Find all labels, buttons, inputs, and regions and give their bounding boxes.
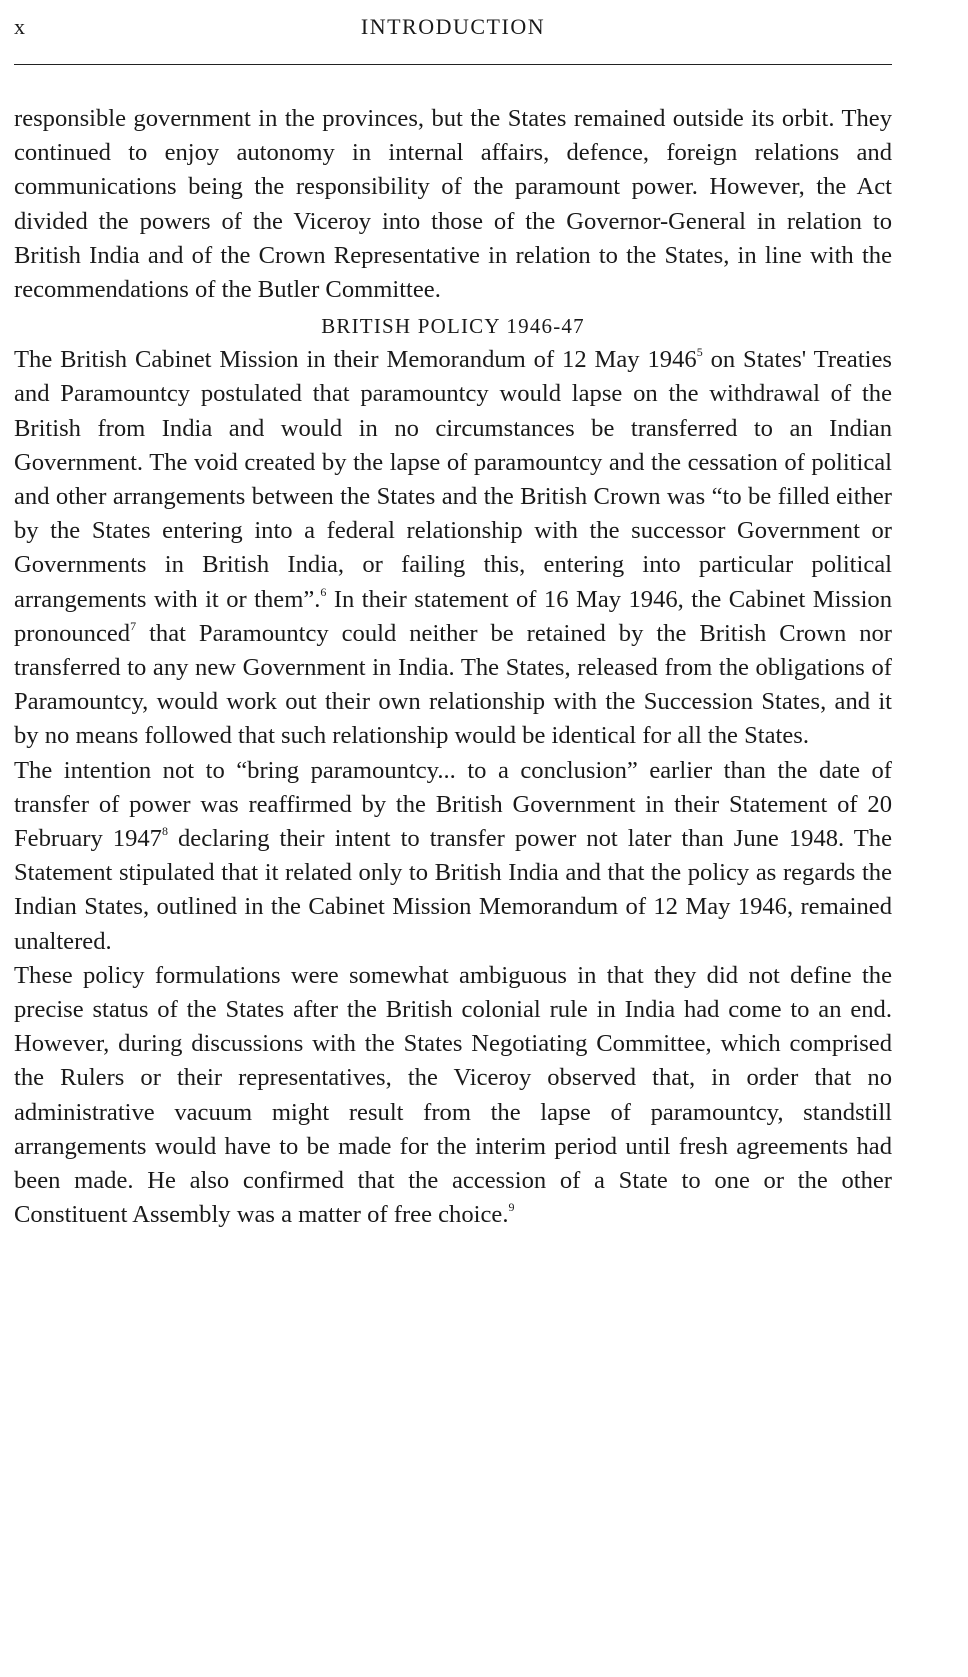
section-heading: BRITISH POLICY 1946-47: [321, 314, 585, 339]
paragraph-text: The British Cabinet Mission in their Memorandum of 12 May 1946: [14, 346, 697, 374]
page-number: x: [14, 14, 26, 39]
paragraph-text: In their statement of 16 May 1946, the Cabinet Mission pronounced: [14, 585, 892, 647]
footnote-ref-6: 6: [320, 584, 327, 599]
paragraph-continued: [14, 102, 892, 307]
paragraph-cabinet-mission: [14, 343, 892, 753]
paragraph-policy-formulations: [14, 959, 892, 1233]
book-page: [14, 0, 892, 1229]
paragraph-text: that Paramountcy could neither be retained by the British Crown nor transferred to any new Government in India. The States, released from the obligations of Paramountcy, would work out their own relationship with the Succession States, and it by no means followed that such relationship would be identical for all the States.: [14, 619, 892, 750]
body-text: [14, 102, 892, 1233]
header-rule: [14, 64, 892, 65]
paragraph-text: responsible government in the provinces, but the States remained outside its orbit. They continued to enjoy autonomy in internal affairs, defence, foreign relations and communications being the responsibility of the paramount power. However, the Act divided the powers of the Viceroy into those of the Governor-General in relation to British India and of the Crown Representative in relation to the States, in line with the recommendations of the Butler Committee.: [14, 105, 892, 304]
paragraph-text: The intention not to “bring paramountcy... to a conclusion” earlier than the date of transfer of power was reaffirmed by the British Government in their Statement of 20 February 1947: [14, 756, 892, 853]
footnote-ref-8: 8: [161, 824, 168, 839]
paragraph-text: These policy formulations were somewhat ambiguous in that they did not define the precise status of the States after the British colonial rule in India had come to an end. However, during discussions with the States Negotiating Committee, which comprised the Rulers or their representatives, the Viceroy observed that, in order that no administrative vacuum might result from the lapse of paramountcy, standstill arrangements would have to be made for the interim period until fresh agreements had been made. He also confirmed that the accession of a State to one or the other Constituent Assembly was a matter of free choice.: [14, 961, 892, 1229]
running-title: INTRODUCTION: [360, 14, 546, 39]
footnote-ref-5: 5: [696, 345, 703, 360]
footnote-ref-9: 9: [508, 1200, 515, 1215]
paragraph-text: on States' Treaties and Paramountcy postulated that paramountcy would lapse on the withdrawal of the British from India and would in no circumstances be transferred to an Indian Government. The void created by the lapse of paramountcy and the cessation of political and other arrangements between the States and the British Crown was “to be filled either by the States entering into a federal relationship with the successor Government or Governments in British India, or failing this, entering into particular political arrangements with it or them”.: [14, 346, 892, 613]
paragraph-transfer-of-power: [14, 754, 892, 959]
paragraph-text: declaring their intent to transfer power not later than June 1948. The Statement stipulated that it related only to British India and that the policy as regards the Indian States, outlined in the Cabinet Mission Memorandum of 12 May 1946, remained unaltered.: [14, 825, 892, 955]
running-head: [14, 0, 892, 60]
footnote-ref-7: 7: [130, 618, 137, 633]
